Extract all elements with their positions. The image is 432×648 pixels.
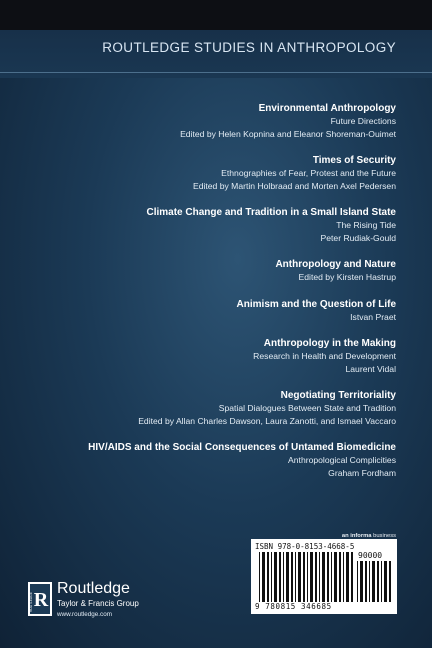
book-title: Anthropology and Nature <box>275 259 396 270</box>
book-subtitle: Ethnographies of Fear, Protest and the Future <box>221 168 396 178</box>
ean-barcode <box>259 552 353 602</box>
publisher-group: Taylor & Francis Group <box>57 599 139 608</box>
book-title: HIV/AIDS and the Social Consequences of Untamed Biomedicine <box>88 442 396 453</box>
barcode-box <box>251 539 397 614</box>
book-author: Graham Fordham <box>328 467 396 478</box>
book-subtitle: Spatial Dialogues Between State and Tradition <box>218 403 396 413</box>
publisher-name: Routledge <box>57 580 130 597</box>
book-title: Negotiating Territoriality <box>280 390 396 401</box>
isbn-text: ISBN 978-0-8153-4668-5 <box>255 542 355 551</box>
book-author: Peter Rudiak-Gould <box>320 232 396 243</box>
book-entry <box>16 206 396 244</box>
book-title: Anthropology in the Making <box>263 338 396 349</box>
series-title: ROUTLEDGE STUDIES IN ANTHROPOLOGY <box>102 40 396 55</box>
logo-side-text: ROUTLEDGE <box>29 592 33 612</box>
book-author: Edited by Allan Charles Dawson, Laura Zanotti, and Ismael Vaccaro <box>138 415 396 426</box>
barcode-digits: 9 780815 346685 <box>255 602 332 611</box>
book-subtitle: Anthropological Complicities <box>288 455 396 465</box>
book-subtitle: Future Directions <box>330 116 396 126</box>
price-supplement-number: 90000 <box>358 551 383 560</box>
book-title: Climate Change and Tradition in a Small Island State <box>146 207 396 218</box>
informa-brand: an informa <box>341 533 372 539</box>
book-author: Istvan Praet <box>350 311 396 322</box>
book-title: Environmental Anthropology <box>258 103 396 114</box>
book-entry <box>16 102 396 140</box>
book-author: Edited by Martin Holbraad and Morten Axel Pedersen <box>192 180 396 191</box>
book-entry <box>16 154 396 192</box>
book-author: Edited by Helen Kopnina and Eleanor Shoreman-Ouimet <box>180 128 396 139</box>
book-list <box>16 102 396 493</box>
book-entry <box>16 441 396 479</box>
supplement-barcode <box>357 561 391 602</box>
book-entry <box>16 258 396 284</box>
book-entry <box>16 337 396 375</box>
book-author: Edited by Kirsten Hastrup <box>298 272 396 282</box>
book-author: Laurent Vidal <box>345 363 396 374</box>
informa-suffix: business <box>373 533 396 539</box>
book-subtitle: Research in Health and Development <box>253 351 396 361</box>
top-dark-band <box>0 0 432 30</box>
book-subtitle: The Rising Tide <box>336 220 396 230</box>
publisher-url: www.routledge.com <box>57 611 112 618</box>
book-title: Times of Security <box>312 155 396 166</box>
series-divider <box>0 72 432 73</box>
book-title: Animism and the Question of Life <box>236 298 396 310</box>
routledge-logo-icon <box>28 582 52 616</box>
book-entry <box>16 298 396 324</box>
logo-letter: R <box>33 589 49 611</box>
book-entry <box>16 389 396 427</box>
